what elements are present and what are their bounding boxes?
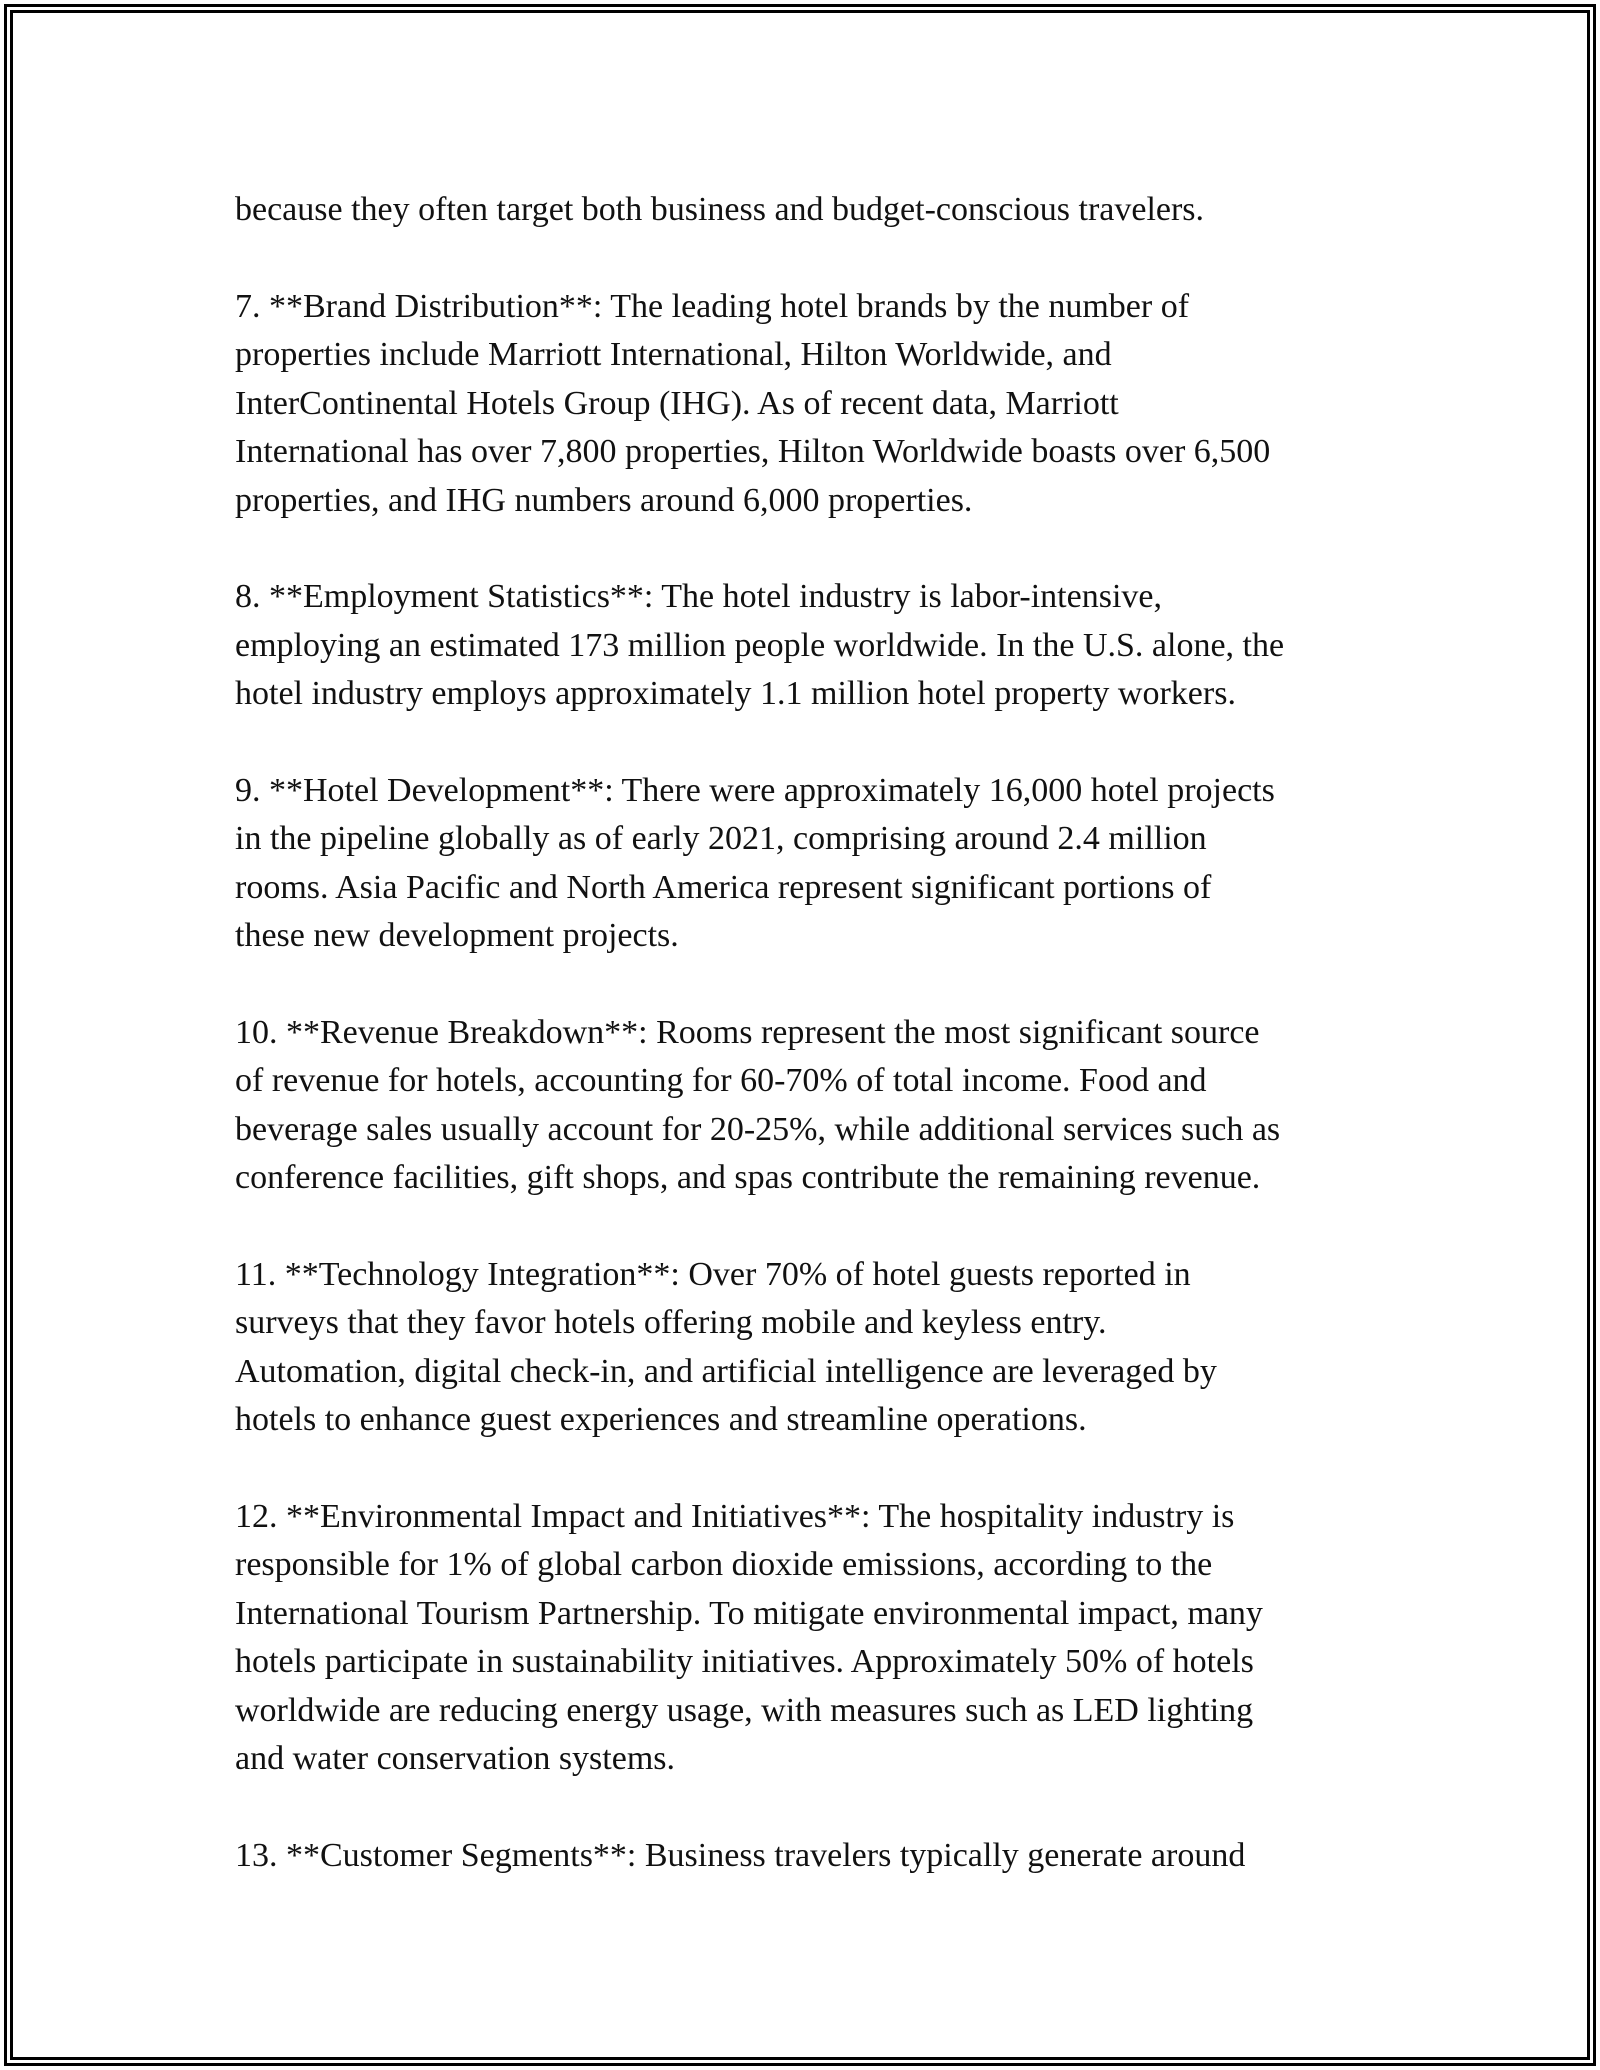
paragraph-hotel-development: 9. **Hotel Development**: There were approximately 16,000 hotel projects in the pipeline globally as of early 2021, comprising around 2.4 million rooms. Asia Pacific and North America represent significant portions of these new development projects.: [235, 771, 1275, 954]
document-body: [235, 186, 1375, 1928]
paragraph-customer-segments: 13. **Customer Segments**: Business travelers typically generate around: [235, 1836, 1246, 1874]
paragraph-environmental-impact: 12. **Environmental Impact and Initiatives**: The hospitality industry is responsible for 1% of global carbon dioxide emissions, according to the International Tourism Partnership. To mitigate environmental impact, many hotels participate in sustainability initiatives. Approximately 50% of hotels worldwide are reducing energy usage, with measures such as LED lighting and water conservation systems.: [235, 1497, 1263, 1777]
paragraph-technology-integration: 11. **Technology Integration**: Over 70% of hotel guests reported in surveys that they favor hotels offering mobile and keyless entry. Automation, digital check-in, and artificial intelligence are leveraged by hotels to enhance guest experiences and streamline operations.: [235, 1255, 1217, 1438]
paragraph-continuation: because they often target both business and budget-conscious travelers.: [235, 191, 1205, 228]
paragraph-brand-distribution: 7. **Brand Distribution**: The leading hotel brands by the number of properties include Marriott International, Hilton Worldwide, and InterContinental Hotels Group (IHG). As of recent data, Marriott International has over 7,800 properties, Hilton Worldwide boasts over 6,500 properties, and IHG numbers around 6,000 properties.: [235, 287, 1271, 519]
paragraph-revenue-breakdown: 10. **Revenue Breakdown**: Rooms represent the most significant source of revenue for hotels, accounting for 60-70% of total income. Food and beverage sales usually account for 20-25%, while additional services such as conference facilities, gift shops, and spas contribute the remaining revenue.: [235, 1013, 1281, 1196]
paragraph-employment-statistics: 8. **Employment Statistics**: The hotel industry is labor-intensive, employing an estimated 173 million people worldwide. In the U.S. alone, the hotel industry employs approximately 1.1 million hotel property workers.: [235, 578, 1285, 712]
